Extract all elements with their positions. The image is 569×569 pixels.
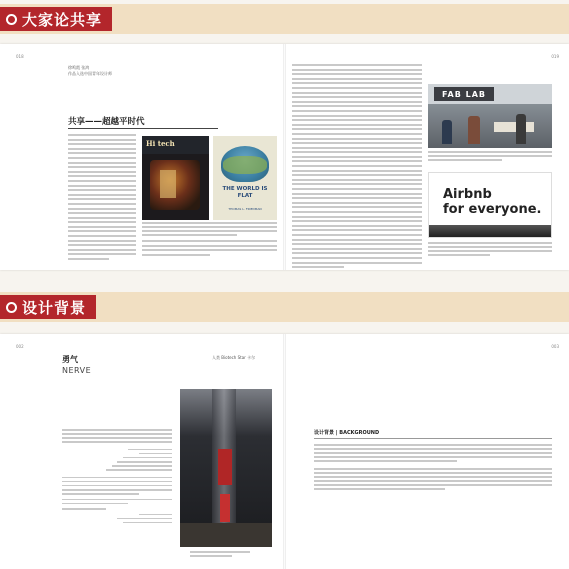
banner-title-1: 大家论共享 [22,10,103,29]
article-body-right [292,64,422,271]
book-cover-title-1: Hi tech [146,139,175,148]
airbnb-caption [428,242,552,258]
background-body-en [314,468,552,493]
installation-photo [180,389,272,547]
article-body-left-2 [142,240,277,258]
banner-label-1 [0,7,112,31]
poem-text [62,429,172,526]
page-number-right: 003 [551,344,559,349]
page-number-left: 018 [16,54,24,59]
banner-label-2 [0,295,96,319]
circle-icon [6,302,17,313]
book-cover-image-1 [142,136,209,220]
fablab-sign [434,87,494,101]
banner-title-2: 设计背景 [22,298,87,317]
book-cover-title-2: THE WORLD IS FLAT [222,186,268,199]
background-body-cn [314,444,552,464]
book-cover-author-2: THOMAS L. FRIEDMAN [228,207,262,211]
airbnb-photo [428,172,552,238]
image-caption-left [142,222,277,238]
section-banner-1 [0,4,569,34]
author-name: 徐鸣霞 张鸿 [68,65,90,70]
nerve-title-cn: 勇气 [62,355,78,364]
author-affiliation: 作品入选中国青年设计师 [68,71,112,76]
background-heading: 设计背景 | BACKGROUND [314,430,380,436]
spread-gutter [283,334,286,569]
section-banner-2 [0,292,569,322]
magazine-spread-2 [0,334,569,569]
fablab-photo [428,84,552,148]
background-rule [314,438,552,439]
magazine-spread-1 [0,44,569,270]
page-number-right: 019 [551,54,559,59]
heading-rule [68,128,218,129]
spread-gutter [283,44,286,270]
book-cover-image-2 [213,136,277,220]
photo-caption [190,551,250,559]
airbnb-slogan-1: Airbnb [443,187,492,202]
article-body-left [68,134,136,263]
nerve-title-en: NERVE [62,366,92,375]
airbnb-slogan-2: for everyone. [443,202,542,217]
page-header-mid: 人类 Biotech Star 卡尔 [212,355,256,360]
fablab-caption [428,151,552,163]
circle-icon [6,14,17,25]
article-heading: 共享——超越平时代 [68,117,145,127]
fablab-sign-text: FAB LAB [441,89,486,99]
page-number-left: 002 [16,344,24,349]
